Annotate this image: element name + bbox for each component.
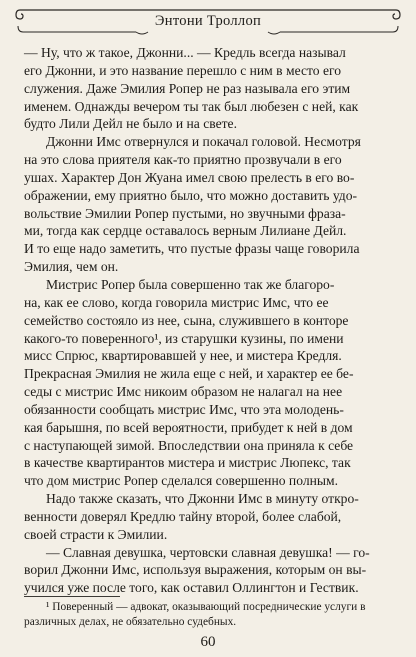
text-line: на, как ее слово, когда говорила мистрис Имс, что ее	[24, 294, 329, 310]
text-line: — Славная девушка, чертовски славная девушка! — го-	[46, 544, 370, 560]
text-line: будто Лили Дейл не было и на свете.	[24, 116, 237, 132]
text-line: служения. Даже Эмилия Ропер не раз называла его этим	[24, 80, 351, 96]
text-line: седы с мистрис Имс никоим образом не налагал на нее	[24, 384, 343, 400]
text-line: в качестве квартирантов мистера и мистрис Люпекс, так	[24, 455, 351, 471]
footnote-divider	[24, 596, 120, 597]
page-number: 60	[200, 634, 216, 650]
text-line: Мистрис Ропер была совершенно так же благоро-	[46, 276, 335, 292]
text-line: Надо также сказать, что Джонни Имс в минуту откро-	[46, 491, 359, 507]
text-line: ворил Джонни Имс, используя выражения, которым он вы-	[24, 562, 367, 578]
text-line: с наступающей зимой. Впоследствии она приняла к себе	[24, 437, 354, 453]
text-line: И то еще надо заметить, что пустые фразы чаще говорила	[24, 241, 360, 257]
text-line: ображении, ему приятно было, что можно доставить удо-	[24, 187, 358, 203]
text-line: какого-то поверенного¹, из старушки кузины, по имени	[24, 330, 344, 346]
body-text	[24, 44, 394, 597]
text-line: своей страсти к Эмилии.	[24, 526, 168, 542]
text-line: что дом мистрис Ропер сделался совершенно полным.	[24, 473, 339, 489]
text-line: ушах. Характер Дон Жуана имел свою прелесть в его во-	[24, 169, 355, 185]
text-line: Прекрасная Эмилия не жила еще с ней, и характер ее бе-	[24, 366, 354, 382]
text-line: его Джонни, и это название перешло с ним в место его	[24, 62, 342, 78]
footnote-line: различных делах, не обязательно судебных.	[24, 616, 237, 628]
text-line: семейство состояло из нее, сына, служившего в конторе	[24, 312, 349, 328]
text-line: именем. Однажды вечером ты так был любезен с ней, как	[24, 98, 359, 114]
text-line: Эмилия, чем он.	[24, 259, 119, 275]
text-line: венности доверял Кредлю тайну второй, более слабой,	[24, 508, 342, 524]
header-title: Энтони Троллоп	[154, 13, 262, 29]
text-line: обязанности сообщать мистрис Имс, что эта молодень-	[24, 401, 344, 417]
text-line: учился уже после того, как оставил Оллингтон и Гествик.	[24, 580, 359, 596]
running-header	[14, 6, 402, 40]
footnote	[24, 600, 394, 630]
text-line: кая барышня, по всей вероятности, прибудет к ней в дом	[24, 419, 353, 435]
text-line: вольствие Эмилии Ропер пустыми, но звучными фраза-	[24, 205, 346, 221]
text-line: Джонни Имс отвернулся и покачал головой. Несмотря	[46, 134, 361, 150]
text-line: на это слова приятеля как-то приятно прозвучали в его	[24, 152, 342, 168]
footnote-line: ¹ Поверенный — адвокат, оказывающий посреднические услуги в	[46, 601, 366, 613]
text-line: мисс Спрюс, квартировавшей у нее, и мистера Кредля.	[24, 348, 342, 364]
text-line: — Ну, что ж такое, Джонни... — Кредль всегда называл	[24, 45, 346, 60]
text-line: ми, тогда как сердце оставалось верным Лилиане Дейл.	[24, 223, 347, 239]
